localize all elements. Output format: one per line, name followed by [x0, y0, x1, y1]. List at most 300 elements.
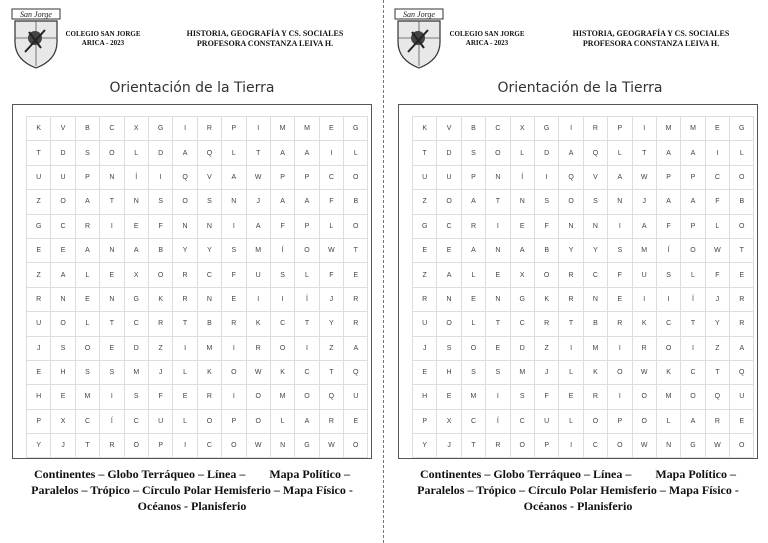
grid-cell: O [730, 166, 754, 190]
grid-cell: A [76, 239, 100, 263]
grid-cell: R [149, 312, 173, 336]
grid-cell: Í [681, 288, 705, 312]
school-info [58, 30, 148, 48]
grid-cell: M [681, 117, 705, 141]
grid-cell: G [344, 117, 368, 141]
grid-cell: R [173, 288, 197, 312]
grid-cell: S [271, 263, 295, 287]
grid-cell: S [125, 385, 149, 409]
grid-cell: L [344, 141, 368, 165]
grid-cell: R [100, 434, 124, 458]
grid-cell: U [413, 166, 437, 190]
grid-cell: N [222, 190, 246, 214]
grid-cell: D [437, 141, 461, 165]
grid-cell: A [681, 410, 705, 434]
grid-cell: T [462, 434, 486, 458]
grid-cell: Q [706, 385, 730, 409]
grid-cell: I [706, 141, 730, 165]
grid-cell: F [706, 263, 730, 287]
grid-cell: E [125, 215, 149, 239]
grid-cell: T [100, 312, 124, 336]
grid-cell: K [198, 361, 222, 385]
grid-cell: N [100, 166, 124, 190]
grid-cell: O [51, 190, 75, 214]
grid-cell: I [486, 215, 510, 239]
grid-cell: A [271, 141, 295, 165]
grid-cell: N [559, 215, 583, 239]
grid-cell: O [559, 190, 583, 214]
grid-cell: M [271, 385, 295, 409]
grid-cell: A [633, 215, 657, 239]
grid-cell: L [462, 312, 486, 336]
grid-cell: L [462, 263, 486, 287]
grid-cell: F [149, 385, 173, 409]
grid-cell: M [584, 337, 608, 361]
grid-cell: N [486, 166, 510, 190]
grid-cell: J [27, 337, 51, 361]
grid-cell: O [222, 434, 246, 458]
grid-cell: I [247, 117, 271, 141]
grid-cell: T [706, 361, 730, 385]
grid-cell: O [730, 215, 754, 239]
grid-cell: O [584, 410, 608, 434]
grid-cell: O [149, 263, 173, 287]
grid-cell: L [608, 141, 632, 165]
grid-cell: I [559, 434, 583, 458]
grid-cell: S [100, 361, 124, 385]
grid-cell: Í [486, 410, 510, 434]
grid-cell: C [462, 410, 486, 434]
grid-cell: R [27, 288, 51, 312]
grid-cell: K [413, 117, 437, 141]
grid-cell: T [486, 190, 510, 214]
grid-cell: J [413, 337, 437, 361]
grid-cell: I [100, 385, 124, 409]
grid-cell: F [149, 215, 173, 239]
grid-cell: W [633, 166, 657, 190]
grid-cell: E [222, 288, 246, 312]
grid-cell: P [27, 410, 51, 434]
grid-cell: S [51, 337, 75, 361]
grid-cell: S [462, 361, 486, 385]
grid-cell: C [486, 117, 510, 141]
grid-cell: Í [511, 166, 535, 190]
grid-cell: R [584, 117, 608, 141]
grid-cell: N [100, 239, 124, 263]
grid-cell: N [511, 190, 535, 214]
grid-cell: E [344, 263, 368, 287]
grid-cell: O [486, 141, 510, 165]
word-search-frame [398, 104, 758, 459]
grid-cell: A [462, 239, 486, 263]
grid-cell: P [149, 434, 173, 458]
grid-cell: Z [413, 263, 437, 287]
grid-cell: I [608, 385, 632, 409]
grid-cell: O [608, 434, 632, 458]
teacher-name: PROFESORA CONSTANZA LEIVA H. [582, 39, 720, 48]
grid-cell: S [222, 239, 246, 263]
grid-cell: Y [320, 312, 344, 336]
grid-cell: R [173, 263, 197, 287]
grid-cell: H [413, 385, 437, 409]
grid-cell: W [633, 361, 657, 385]
grid-cell: I [535, 166, 559, 190]
grid-cell: M [462, 385, 486, 409]
grid-cell: Í [125, 166, 149, 190]
grid-cell: E [76, 288, 100, 312]
grid-cell: C [657, 312, 681, 336]
grid-cell: R [730, 312, 754, 336]
grid-cell: Y [27, 434, 51, 458]
grid-cell: W [633, 434, 657, 458]
grid-cell: T [247, 141, 271, 165]
grid-cell: H [27, 385, 51, 409]
grid-cell: O [633, 385, 657, 409]
grid-cell: A [295, 141, 319, 165]
grid-cell: Í [657, 239, 681, 263]
grid-cell: P [222, 410, 246, 434]
grid-cell: O [198, 410, 222, 434]
grid-cell: O [271, 337, 295, 361]
grid-cell: F [271, 215, 295, 239]
grid-cell: V [198, 166, 222, 190]
grid-cell: T [633, 141, 657, 165]
subject-name: HISTORIA, GEOGRAFÍA Y CS. SOCIALES [572, 29, 730, 38]
grid-cell: R [633, 337, 657, 361]
grid-cell: X [125, 263, 149, 287]
grid-cell: A [344, 337, 368, 361]
grid-cell: G [511, 288, 535, 312]
grid-cell: L [125, 141, 149, 165]
grid-cell: N [437, 288, 461, 312]
grid-cell: J [149, 361, 173, 385]
grid-cell: F [320, 190, 344, 214]
word-bank-line: Océanos - Planisferio [137, 499, 247, 513]
grid-cell: U [730, 385, 754, 409]
grid-cell: B [730, 190, 754, 214]
grid-cell: M [125, 361, 149, 385]
grid-cell: U [633, 263, 657, 287]
grid-cell: A [295, 410, 319, 434]
grid-cell: C [198, 263, 222, 287]
svg-text:San Jorge: San Jorge [20, 10, 52, 19]
grid-cell: I [559, 337, 583, 361]
grid-cell: R [584, 385, 608, 409]
grid-cell: O [222, 361, 246, 385]
teacher-name: PROFESORA CONSTANZA LEIVA H. [196, 39, 334, 48]
grid-cell: N [100, 288, 124, 312]
grid-cell: E [27, 361, 51, 385]
grid-cell: J [706, 288, 730, 312]
grid-cell: P [222, 117, 246, 141]
grid-cell: A [295, 190, 319, 214]
grid-cell: C [51, 215, 75, 239]
grid-cell: J [51, 434, 75, 458]
grid-cell: L [730, 141, 754, 165]
grid-cell: O [247, 385, 271, 409]
word-bank-line: Continentes – Globo Terráqueo – Línea – Mapa Político – [33, 467, 350, 481]
grid-cell: N [271, 434, 295, 458]
grid-cell: T [413, 141, 437, 165]
grid-cell: N [584, 288, 608, 312]
page-title: Orientación de la Tierra [497, 80, 663, 96]
grid-cell: U [413, 312, 437, 336]
grid-cell: T [27, 141, 51, 165]
grid-cell: Í [295, 288, 319, 312]
grid-cell: S [76, 361, 100, 385]
grid-cell: X [511, 117, 535, 141]
grid-cell: L [657, 410, 681, 434]
grid-cell: E [344, 410, 368, 434]
grid-cell: S [198, 190, 222, 214]
grid-cell: A [730, 337, 754, 361]
grid-cell: X [437, 410, 461, 434]
grid-cell: C [681, 361, 705, 385]
grid-cell: L [173, 410, 197, 434]
grid-cell: W [247, 166, 271, 190]
grid-cell: C [437, 215, 461, 239]
grid-cell: C [76, 410, 100, 434]
grid-cell: T [320, 361, 344, 385]
grid-cell: T [681, 312, 705, 336]
grid-cell: P [413, 410, 437, 434]
grid-cell: B [198, 312, 222, 336]
grid-cell: R [344, 288, 368, 312]
grid-cell: C [584, 263, 608, 287]
grid-cell: R [486, 434, 510, 458]
grid-cell: K [633, 312, 657, 336]
grid-cell: U [149, 410, 173, 434]
grid-cell: O [295, 239, 319, 263]
grid-cell: A [462, 190, 486, 214]
grid-cell: C [100, 117, 124, 141]
grid-cell: M [295, 117, 319, 141]
grid-cell: O [633, 410, 657, 434]
grid-cell: X [125, 117, 149, 141]
grid-cell: P [681, 215, 705, 239]
grid-cell: F [657, 215, 681, 239]
word-bank [12, 466, 372, 514]
grid-cell: L [295, 263, 319, 287]
grid-cell: S [462, 141, 486, 165]
grid-cell: Z [149, 337, 173, 361]
grid-cell: R [413, 288, 437, 312]
grid-cell: W [247, 361, 271, 385]
grid-cell: E [413, 239, 437, 263]
grid-cell: A [681, 190, 705, 214]
grid-cell: L [511, 141, 535, 165]
grid-cell: B [344, 190, 368, 214]
grid-cell: S [76, 141, 100, 165]
grid-cell: F [320, 263, 344, 287]
grid-cell: A [222, 166, 246, 190]
grid-cell: I [608, 337, 632, 361]
grid-cell: B [535, 239, 559, 263]
grid-cell: E [413, 361, 437, 385]
grid-cell: I [295, 337, 319, 361]
grid-cell: T [559, 312, 583, 336]
grid-cell: S [584, 190, 608, 214]
grid-cell: Z [320, 337, 344, 361]
grid-cell: E [730, 410, 754, 434]
grid-cell: D [51, 141, 75, 165]
grid-cell: O [535, 263, 559, 287]
grid-cell: Y [559, 239, 583, 263]
school-location: ARICA - 2023 [465, 39, 509, 47]
school-info [442, 30, 532, 48]
grid-cell: R [559, 288, 583, 312]
school-name: COLEGIO SAN JORGE [449, 30, 525, 38]
grid-cell: D [125, 337, 149, 361]
grid-cell: E [100, 263, 124, 287]
grid-cell: M [633, 239, 657, 263]
grid-cell: R [198, 117, 222, 141]
grid-cell: Z [535, 337, 559, 361]
grid-cell: N [125, 190, 149, 214]
grid-cell: M [271, 117, 295, 141]
grid-cell: O [730, 434, 754, 458]
grid-cell: K [584, 361, 608, 385]
grid-cell: O [681, 239, 705, 263]
grid-cell: A [51, 263, 75, 287]
grid-cell: E [462, 288, 486, 312]
grid-cell: X [511, 263, 535, 287]
grid-cell: W [706, 239, 730, 263]
grid-cell: E [437, 385, 461, 409]
grid-cell: O [437, 190, 461, 214]
grid-cell: N [486, 239, 510, 263]
grid-cell: N [198, 215, 222, 239]
grid-cell: K [247, 312, 271, 336]
grid-cell: O [511, 434, 535, 458]
grid-cell: Y [584, 239, 608, 263]
grid-cell: I [486, 385, 510, 409]
grid-cell: O [173, 190, 197, 214]
grid-cell: O [76, 337, 100, 361]
grid-cell: Z [413, 190, 437, 214]
grid-cell: I [173, 434, 197, 458]
grid-cell: I [271, 288, 295, 312]
grid-cell: D [511, 337, 535, 361]
grid-cell: A [437, 263, 461, 287]
grid-cell: G [295, 434, 319, 458]
grid-cell: K [535, 288, 559, 312]
word-bank-line: Continentes – Globo Terráqueo – Línea – Mapa Político – [419, 467, 736, 481]
grid-cell: E [559, 385, 583, 409]
grid-cell: I [657, 288, 681, 312]
grid-cell: J [437, 434, 461, 458]
grid-cell: M [76, 385, 100, 409]
word-bank [398, 466, 758, 514]
grid-cell: D [535, 141, 559, 165]
grid-cell: T [100, 190, 124, 214]
grid-cell: I [222, 215, 246, 239]
grid-cell: W [706, 434, 730, 458]
grid-cell: G [681, 434, 705, 458]
grid-cell: O [247, 410, 271, 434]
word-bank-line: Océanos - Planisferio [523, 499, 633, 513]
grid-cell: P [295, 215, 319, 239]
grid-cell: A [173, 141, 197, 165]
grid-cell: A [511, 239, 535, 263]
grid-cell: L [271, 410, 295, 434]
grid-cell: E [320, 117, 344, 141]
grid-cell: E [486, 337, 510, 361]
grid-cell: A [657, 141, 681, 165]
grid-cell: I [149, 166, 173, 190]
grid-cell: K [271, 361, 295, 385]
subject-info [160, 29, 370, 49]
grid-cell: W [320, 434, 344, 458]
grid-cell: U [247, 263, 271, 287]
grid-cell: O [295, 385, 319, 409]
grid-cell: L [320, 215, 344, 239]
grid-cell: A [125, 239, 149, 263]
school-location: ARICA - 2023 [81, 39, 125, 47]
grid-cell: O [657, 337, 681, 361]
grid-cell: K [27, 117, 51, 141]
grid-cell: T [76, 434, 100, 458]
grid-cell: O [344, 215, 368, 239]
grid-cell: J [535, 361, 559, 385]
svg-text:San Jorge: San Jorge [403, 10, 435, 19]
grid-cell: H [437, 361, 461, 385]
grid-cell: L [681, 263, 705, 287]
grid-cell: R [198, 385, 222, 409]
grid-cell: R [222, 312, 246, 336]
word-bank-line: Paralelos – Trópico – Círculo Polar Hemisferio – Mapa Físico - [417, 483, 739, 497]
grid-cell: E [51, 385, 75, 409]
grid-cell: O [344, 434, 368, 458]
grid-cell: K [657, 361, 681, 385]
grid-cell: R [706, 410, 730, 434]
grid-cell: I [173, 117, 197, 141]
grid-cell: C [511, 312, 535, 336]
grid-cell: E [486, 263, 510, 287]
grid-cell: V [437, 117, 461, 141]
grid-cell: B [584, 312, 608, 336]
grid-cell: C [584, 434, 608, 458]
grid-cell: E [437, 239, 461, 263]
grid-cell: C [511, 410, 535, 434]
grid-cell: P [76, 166, 100, 190]
grid-cell: W [320, 239, 344, 263]
grid-cell: B [76, 117, 100, 141]
grid-cell: C [320, 166, 344, 190]
grid-cell: T [486, 312, 510, 336]
grid-cell: N [173, 215, 197, 239]
grid-cell: L [222, 141, 246, 165]
grid-cell: A [271, 190, 295, 214]
grid-cell: Q [198, 141, 222, 165]
subject-name: HISTORIA, GEOGRAFÍA Y CS. SOCIALES [186, 29, 344, 38]
grid-cell: R [462, 215, 486, 239]
grid-cell: R [320, 410, 344, 434]
grid-cell: S [486, 361, 510, 385]
grid-cell: E [608, 288, 632, 312]
grid-cell: O [462, 337, 486, 361]
grid-cell: Y [198, 239, 222, 263]
grid-cell: Y [413, 434, 437, 458]
grid-cell: C [706, 166, 730, 190]
grid-cell: S [511, 385, 535, 409]
grid-cell: Q [584, 141, 608, 165]
grid-cell: I [633, 117, 657, 141]
grid-cell: L [559, 361, 583, 385]
grid-cell: G [149, 117, 173, 141]
grid-cell: A [681, 141, 705, 165]
grid-cell: C [125, 410, 149, 434]
